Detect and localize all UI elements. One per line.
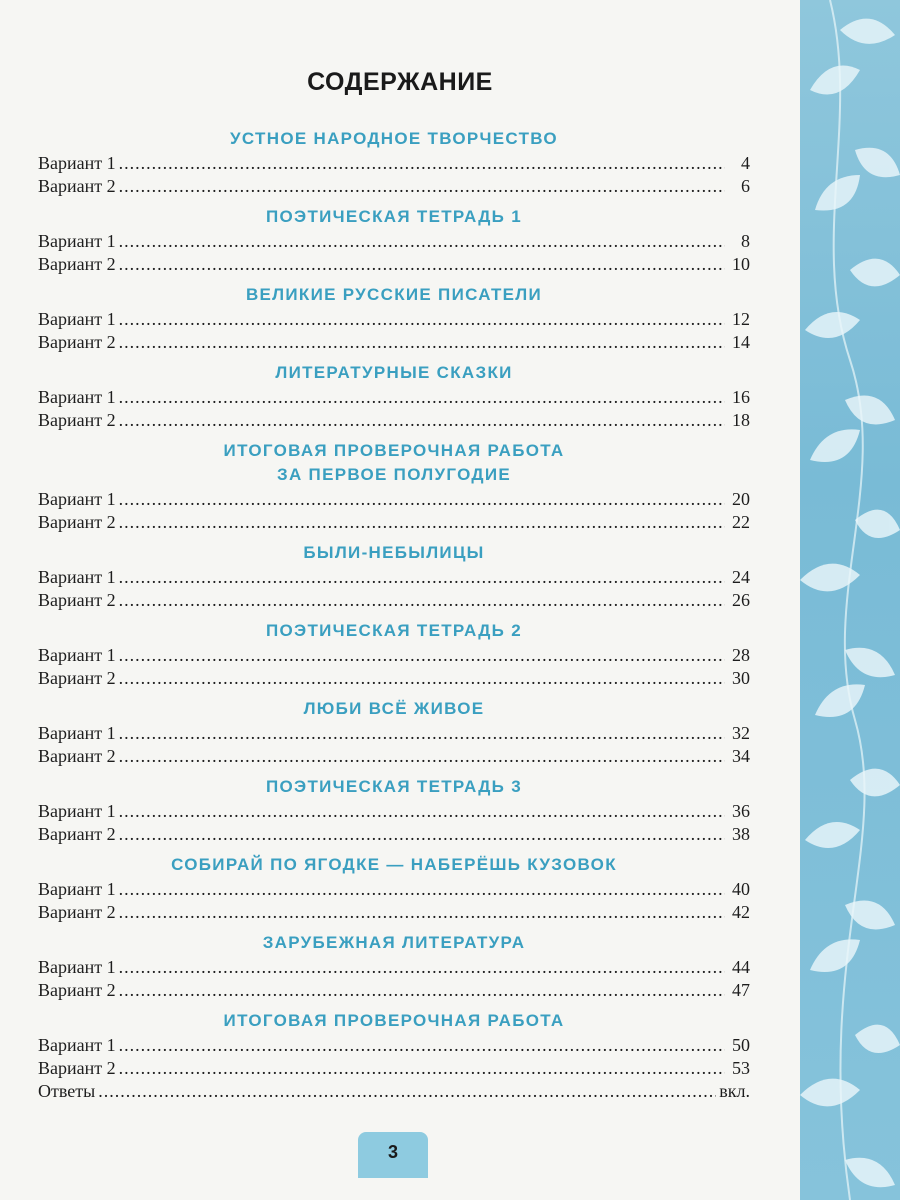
dot-leader <box>119 511 725 534</box>
dot-leader <box>119 331 725 354</box>
dot-leader <box>119 589 725 612</box>
toc-entry <box>38 152 750 175</box>
toc-entry-page: 16 <box>732 387 750 407</box>
toc-entry <box>38 823 750 846</box>
dot-leader <box>119 956 725 979</box>
toc-entry <box>38 386 750 409</box>
dot-leader <box>119 901 725 924</box>
section-heading: ЗА ПЕРВОЕ ПОЛУГОДИЕ <box>277 465 511 484</box>
dot-leader <box>119 1034 725 1057</box>
toc-entry-label: Вариант 1 <box>38 723 116 743</box>
toc-entry-page: 26 <box>732 590 750 610</box>
toc-entry-label: Вариант 2 <box>38 254 116 274</box>
dot-leader <box>98 1080 716 1103</box>
toc-entry-page: 18 <box>732 410 750 430</box>
toc-entry <box>38 644 750 667</box>
dot-leader <box>119 253 725 276</box>
toc-entry <box>38 488 750 511</box>
toc-entry-label: Вариант 2 <box>38 590 116 610</box>
toc-entry-label: Вариант 1 <box>38 801 116 821</box>
toc-entry-page: 53 <box>732 1058 750 1078</box>
section-heading: ВЕЛИКИЕ РУССКИЕ ПИСАТЕЛИ <box>245 285 543 304</box>
dot-leader <box>119 878 725 901</box>
toc-entry-page: вкл. <box>719 1081 750 1101</box>
toc-entry-page: 47 <box>732 980 750 1000</box>
toc-entry-label: Вариант 1 <box>38 879 116 899</box>
toc-entry <box>38 901 750 924</box>
dot-leader <box>119 175 725 198</box>
section-heading: ЛИТЕРАТУРНЫЕ СКАЗКИ <box>275 363 513 382</box>
toc-entry-page: 24 <box>732 567 750 587</box>
section-heading: ПОЭТИЧЕСКАЯ ТЕТРАДЬ 1 <box>266 207 522 226</box>
toc-entry-page: 28 <box>732 645 750 665</box>
toc-entry-page: 50 <box>732 1035 750 1055</box>
toc-entry-page: 22 <box>732 512 750 532</box>
section-heading: ИТОГОВАЯ ПРОВЕРОЧНАЯ РАБОТА <box>223 441 565 460</box>
toc-entry-label: Вариант 2 <box>38 980 116 1000</box>
leaf-pattern-sidebar <box>800 0 900 1200</box>
toc-entry <box>38 956 750 979</box>
toc-entry-page: 20 <box>732 489 750 509</box>
toc-entry-page: 14 <box>732 332 750 352</box>
toc-entry <box>38 979 750 1002</box>
toc-entry-label: Вариант 2 <box>38 1058 116 1078</box>
toc-entry <box>38 409 750 432</box>
toc-entry <box>38 1057 750 1080</box>
toc-entry <box>38 230 750 253</box>
toc-entry-label: Вариант 1 <box>38 957 116 977</box>
toc-entry <box>38 511 750 534</box>
dot-leader <box>119 566 725 589</box>
toc-entry-page: 30 <box>732 668 750 688</box>
toc-entry <box>38 175 750 198</box>
toc-entry-page: 44 <box>732 957 750 977</box>
section-heading: ПОЭТИЧЕСКАЯ ТЕТРАДЬ 3 <box>266 777 522 796</box>
toc-entry <box>38 800 750 823</box>
toc-entry-page: 42 <box>732 902 750 922</box>
toc-entry <box>38 331 750 354</box>
dot-leader <box>119 409 725 432</box>
toc-entry-label: Вариант 1 <box>38 567 116 587</box>
toc-entry-label: Ответы <box>38 1081 96 1101</box>
dot-leader <box>119 667 725 690</box>
dot-leader <box>119 1057 725 1080</box>
dot-leader <box>119 488 725 511</box>
toc-entry-page: 40 <box>732 879 750 899</box>
section-heading: СОБИРАЙ ПО ЯГОДКЕ — НАБЕРЁШЬ КУЗОВОК <box>171 855 617 874</box>
toc-entry-label: Вариант 1 <box>38 387 116 407</box>
section-heading: ЛЮБИ ВСЁ ЖИВОЕ <box>303 699 485 718</box>
table-of-contents <box>38 128 750 1103</box>
page-number-tab <box>358 1132 428 1178</box>
dot-leader <box>119 230 725 253</box>
toc-entry-page: 32 <box>732 723 750 743</box>
page-number: 3 <box>387 1142 398 1162</box>
toc-entry-page: 38 <box>732 824 750 844</box>
toc-entry-label: Вариант 2 <box>38 410 116 430</box>
toc-entry-label: Вариант 1 <box>38 231 116 251</box>
toc-entry-page: 8 <box>741 231 750 251</box>
dot-leader <box>119 386 725 409</box>
leaf-pattern-icon <box>800 0 900 1200</box>
toc-entry-label: Вариант 2 <box>38 902 116 922</box>
toc-entry <box>38 253 750 276</box>
dot-leader <box>119 152 725 175</box>
toc-entry-page: 6 <box>741 176 750 196</box>
dot-leader <box>119 308 725 331</box>
toc-entry-label: Вариант 1 <box>38 309 116 329</box>
toc-entry <box>38 745 750 768</box>
dot-leader <box>119 800 725 823</box>
toc-entry-label: Вариант 2 <box>38 332 116 352</box>
toc-entry-label: Вариант 2 <box>38 668 116 688</box>
toc-entry-page: 4 <box>741 153 750 173</box>
dot-leader <box>119 722 725 745</box>
section-heading: УСТНОЕ НАРОДНОЕ ТВОРЧЕСТВО <box>230 129 558 148</box>
toc-entry-label: Вариант 2 <box>38 512 116 532</box>
toc-entry <box>38 1034 750 1057</box>
toc-entry <box>38 878 750 901</box>
toc-entry-page: 10 <box>732 254 750 274</box>
toc-entry-label: Вариант 1 <box>38 153 116 173</box>
dot-leader <box>119 644 725 667</box>
section-heading: ИТОГОВАЯ ПРОВЕРОЧНАЯ РАБОТА <box>223 1011 565 1030</box>
toc-entry <box>38 308 750 331</box>
section-heading: ПОЭТИЧЕСКАЯ ТЕТРАДЬ 2 <box>266 621 522 640</box>
toc-entry-label: Вариант 1 <box>38 645 116 665</box>
toc-entry <box>38 566 750 589</box>
toc-entry-page: 34 <box>732 746 750 766</box>
toc-entry-label: Вариант 2 <box>38 746 116 766</box>
dot-leader <box>119 745 725 768</box>
toc-entry-label: Вариант 1 <box>38 489 116 509</box>
toc-entry-label: Вариант 1 <box>38 1035 116 1055</box>
section-heading: БЫЛИ-НЕБЫЛИЦЫ <box>303 543 485 562</box>
toc-entry-page: 12 <box>732 309 750 329</box>
toc-entry-label: Вариант 2 <box>38 176 116 196</box>
page-title: СОДЕРЖАНИЕ <box>307 68 493 96</box>
toc-entry <box>38 722 750 745</box>
toc-entry <box>38 589 750 612</box>
section-heading: ЗАРУБЕЖНАЯ ЛИТЕРАТУРА <box>262 933 526 952</box>
toc-entry <box>38 667 750 690</box>
dot-leader <box>119 979 725 1002</box>
toc-entry <box>38 1080 750 1103</box>
dot-leader <box>119 823 725 846</box>
toc-entry-page: 36 <box>732 801 750 821</box>
toc-entry-label: Вариант 2 <box>38 824 116 844</box>
